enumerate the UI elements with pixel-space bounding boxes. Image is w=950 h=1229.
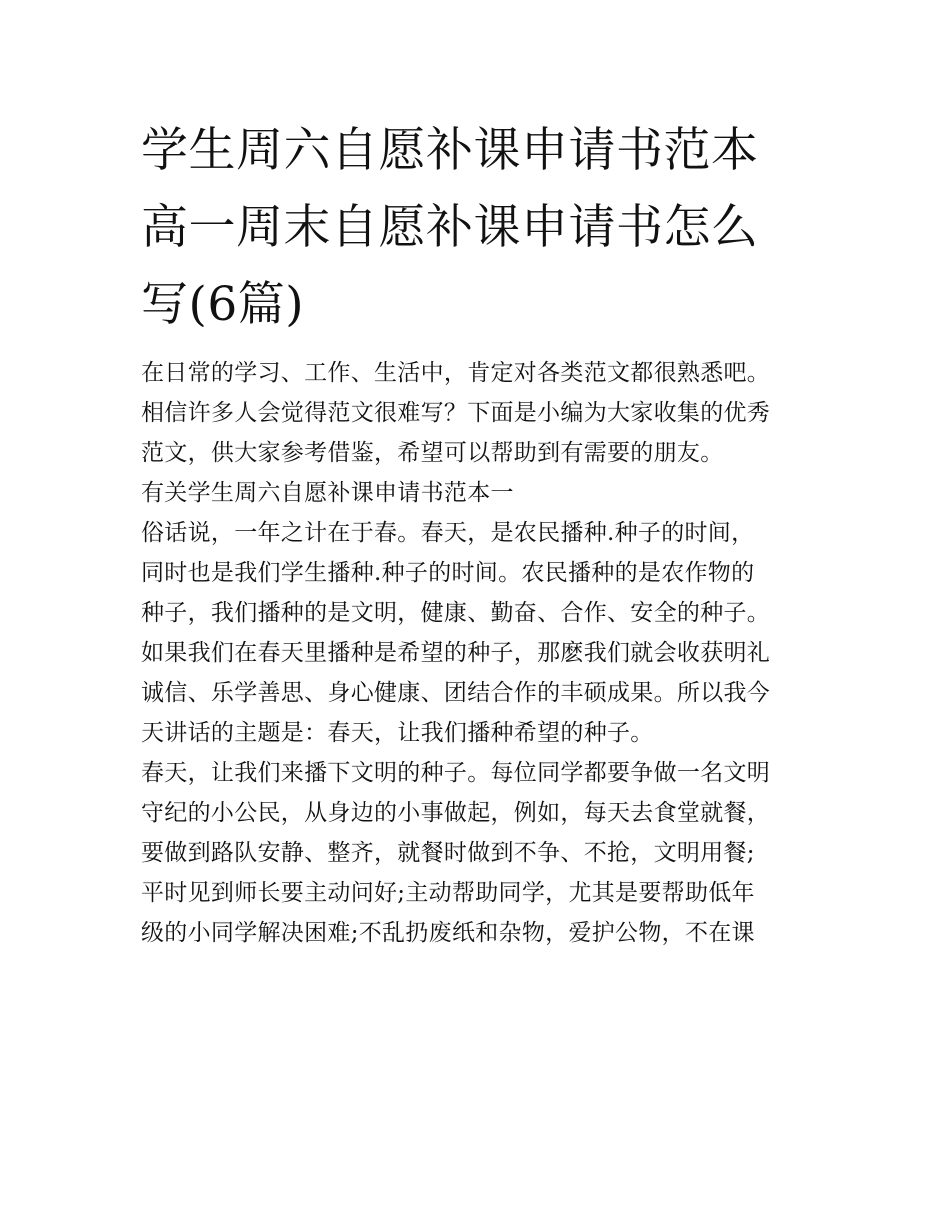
body-line-13: 要做到路队安静、整齐，就餐时做到不争、不抢，文明用餐; [141, 840, 755, 866]
section-heading: 有关学生周六自愿补课申请书范本一 [141, 480, 514, 506]
document-body [141, 353, 821, 953]
document-content [141, 112, 821, 953]
document-title [141, 112, 821, 343]
title-line-2: 高一周末自愿补课申请书怎么 [141, 200, 759, 255]
body-line-6: 同时也是我们学生播种.种子的时间。农民播种的是农作物的 [141, 560, 755, 586]
body-line-9: 诚信、乐学善思、身心健康、团结合作的丰硕成果。所以我今 [141, 680, 771, 706]
body-line-8: 如果我们在春天里播种是希望的种子，那麽我们就会收获明礼 [141, 640, 771, 666]
body-line-12: 守纪的小公民，从身边的小事做起，例如，每天去食堂就餐， [141, 800, 771, 826]
body-line-10: 天讲话的主题是：春天，让我们播种希望的种子。 [141, 720, 654, 746]
title-line-3: 写(6篇) [141, 277, 305, 332]
body-line-3: 范文，供大家参考借鉴，希望可以帮助到有需要的朋友。 [141, 440, 724, 466]
body-line-14: 平时见到师长要主动问好;主动帮助同学，尤其是要帮助低年 [141, 880, 755, 906]
body-line-7: 种子，我们播种的是文明，健康、勤奋、合作、安全的种子。 [141, 600, 771, 626]
body-line-11: 春天，让我们来播下文明的种子。每位同学都要争做一名文明 [141, 760, 771, 786]
body-line-15: 级的小同学解决困难;不乱扔废纸和杂物，爱护公物，不在课 [141, 920, 755, 946]
body-line-5: 俗话说，一年之计在于春。春天，是农民播种.种子的时间， [141, 520, 755, 546]
title-line-1: 学生周六自愿补课申请书范本 [141, 123, 759, 178]
body-line-2: 相信许多人会觉得范文很难写？下面是小编为大家收集的优秀 [141, 400, 771, 426]
body-line-1: 在日常的学习、工作、生活中，肯定对各类范文都很熟悉吧。 [141, 360, 771, 386]
